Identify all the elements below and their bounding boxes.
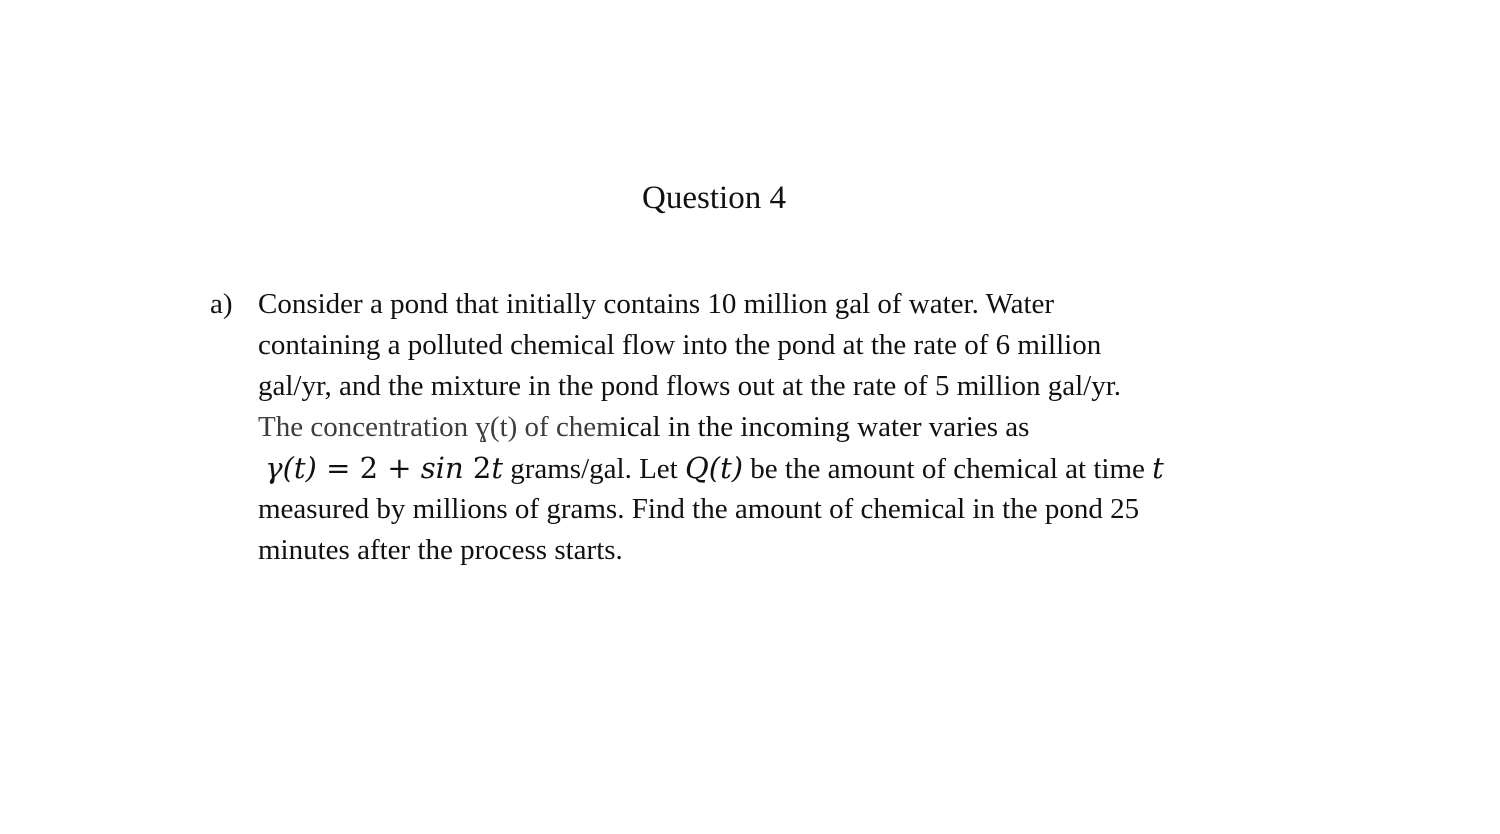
concentration-text-b: ical in the incoming water varies as [618,411,1030,443]
question-text [258,284,1340,571]
gamma-symbol: ɣ(t) [475,411,518,443]
question-part-a [210,284,1340,571]
equation-gamma: γ(t) [265,451,317,485]
text-line-5 [258,448,1340,489]
equation-q: Q(t) [684,451,744,485]
equation-arg-number: 2 [463,451,492,485]
text-line-1: Consider a pond that initially contains 10 million gal of water. Water [258,288,1055,320]
text-line-6: measured by millions of grams. Find the amount of chemical in the pond 25 [258,493,1140,525]
amount-text: be the amount of chemical at time [743,453,1153,485]
units-text: grams/gal. Let [502,453,685,485]
part-marker: a) [210,288,233,320]
equation-sin: sin [420,451,464,485]
equation-equals: = 2 + [316,451,421,485]
question-title: Question 4 [642,180,786,216]
concentration-intro: The concentration [258,411,476,443]
text-line-7: minutes after the process starts. [258,534,623,566]
text-line-2: containing a polluted chemical flow into the pond at the rate of 6 million [258,329,1102,361]
equation-arg-variable: t [491,451,503,485]
equation-time-variable: t [1152,451,1164,485]
concentration-text-a: of chem [517,411,619,443]
text-line-3: gal/yr, and the mixture in the pond flows out at the rate of 5 million gal/yr. [258,370,1122,402]
text-line-4 [258,407,1340,448]
